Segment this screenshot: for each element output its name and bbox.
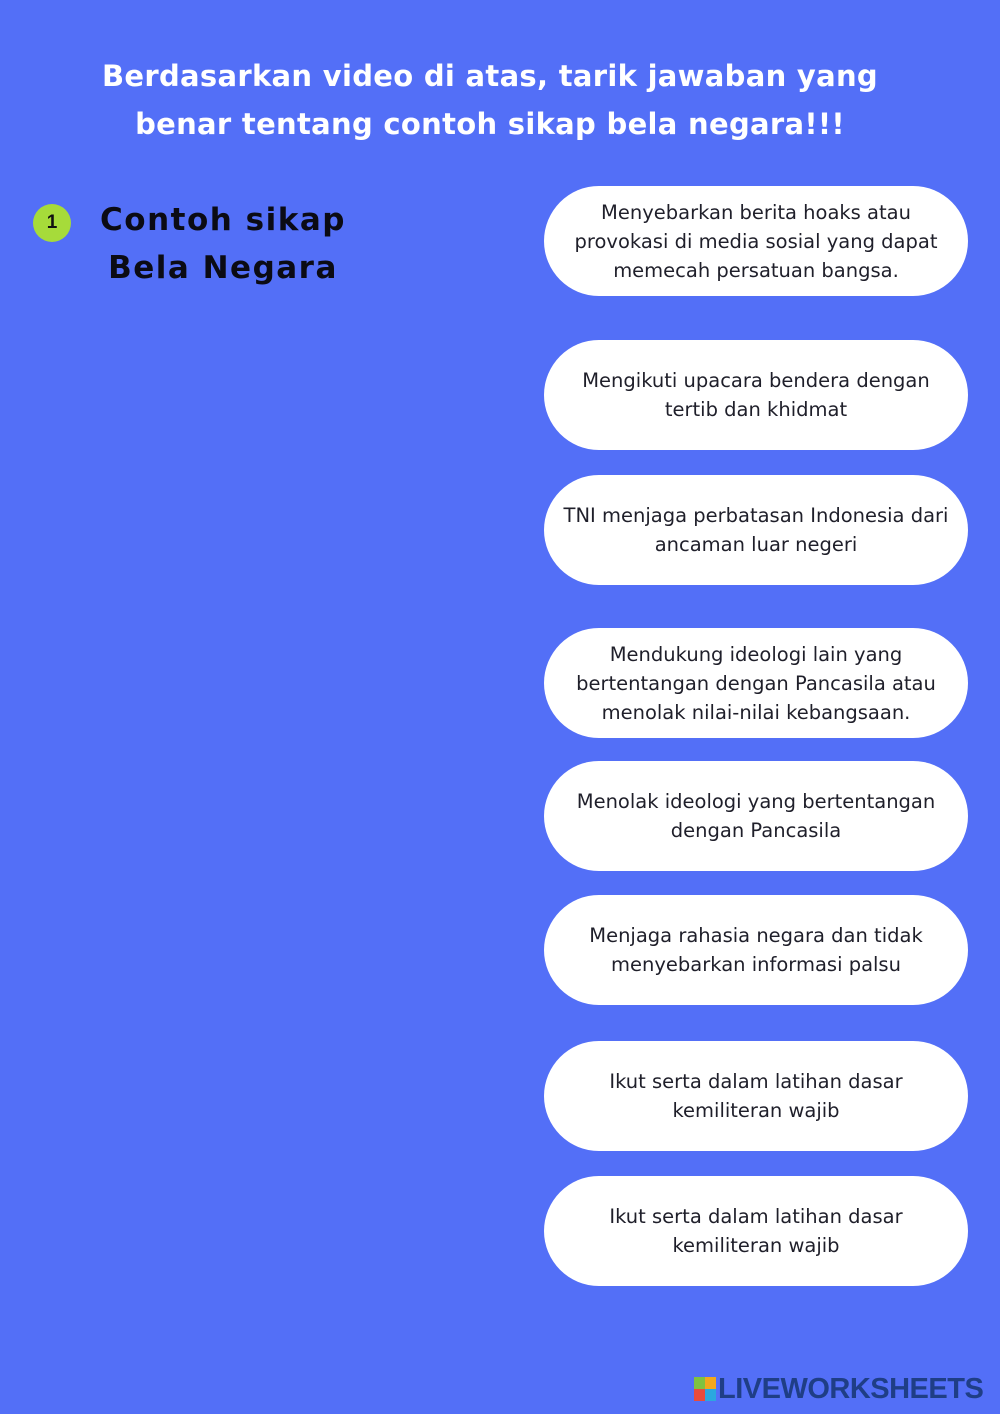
answer-card-3[interactable]: TNI menjaga perbatasan Indonesia dari ancaman luar negeri xyxy=(544,475,968,585)
category-drop-target[interactable] xyxy=(88,196,358,292)
instruction-line-1: Berdasarkan video di atas, tarik jawaban yang xyxy=(102,59,878,93)
brand-name: LIVEWORKSHEETS xyxy=(718,1372,984,1405)
liveworksheets-brand xyxy=(694,1374,983,1404)
answer-card-2[interactable]: Mengikuti upacara bendera dengan tertib dan khidmat xyxy=(544,340,968,450)
category-label-line-1: Contoh sikap xyxy=(100,202,346,238)
answer-card-6[interactable]: Menjaga rahasia negara dan tidak menyebarkan informasi palsu xyxy=(544,895,968,1005)
answer-card-8[interactable]: Ikut serta dalam latihan dasar kemiliteran wajib xyxy=(544,1176,968,1286)
instruction-text xyxy=(0,52,980,148)
instruction-line-2: benar tentang contoh sikap bela negara!!! xyxy=(135,107,845,141)
category-label-line-2: Bela Negara xyxy=(108,250,338,286)
category-number-badge: 1 xyxy=(33,204,71,242)
liveworksheets-logo-icon xyxy=(694,1377,716,1401)
answer-card-1[interactable]: Menyebarkan berita hoaks atau provokasi di media sosial yang dapat memecah persatuan bangsa. xyxy=(544,186,968,296)
answer-card-5[interactable]: Menolak ideologi yang bertentangan dengan Pancasila xyxy=(544,761,968,871)
answer-card-7[interactable]: Ikut serta dalam latihan dasar kemiliteran wajib xyxy=(544,1041,968,1151)
answer-card-4[interactable]: Mendukung ideologi lain yang bertentangan dengan Pancasila atau menolak nilai-nilai kebangsaan. xyxy=(544,628,968,738)
